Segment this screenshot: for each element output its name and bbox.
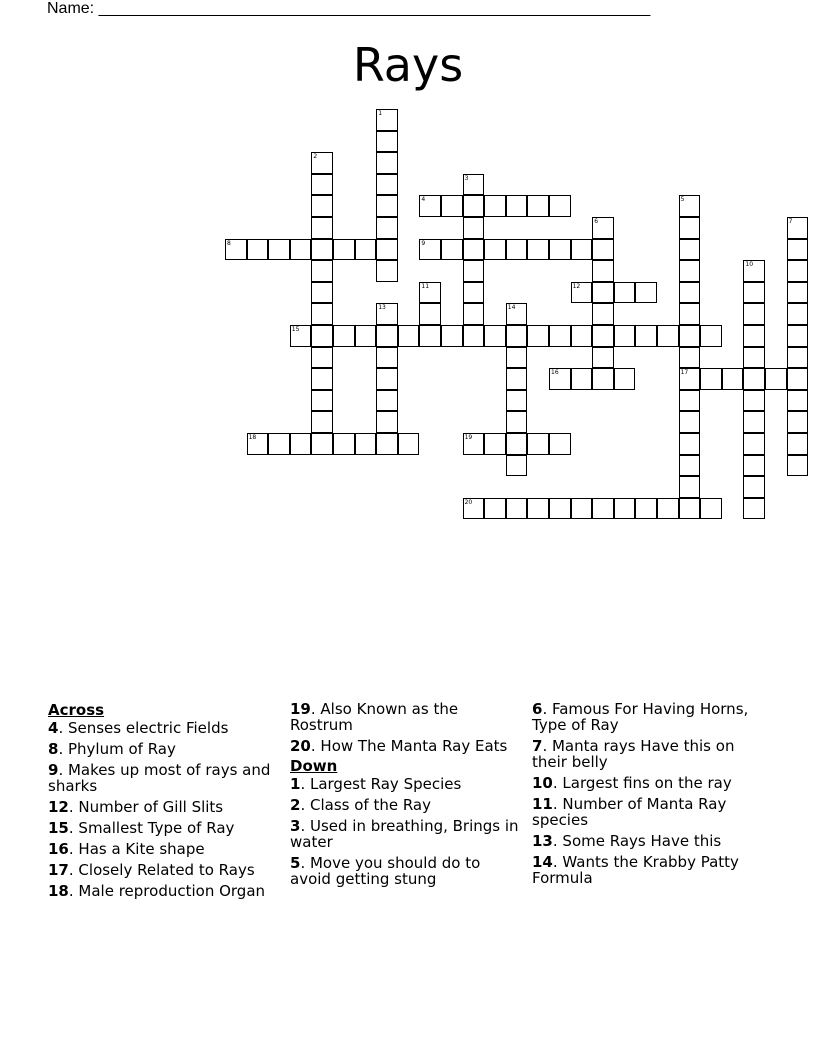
grid-cell[interactable] [787,433,809,455]
grid-cell[interactable] [290,239,312,261]
grid-cell[interactable] [311,152,333,174]
grid-cell[interactable] [463,239,485,261]
clue-5: 5. Move you should do to avoid getting stung [290,854,481,888]
grid-cell[interactable] [592,303,614,325]
grid-cell[interactable] [419,303,441,325]
grid-cell[interactable] [376,131,398,153]
grid-cell[interactable] [571,325,593,347]
clue-3: 3. Used in breathing, Brings in water [290,817,519,851]
grid-cell[interactable] [311,282,333,304]
grid-cell[interactable] [376,152,398,174]
clues-column-2 [290,701,520,892]
grid-cell[interactable] [527,195,549,217]
cell-number: 10 [745,261,754,269]
grid-cell[interactable] [679,368,701,390]
clue-number: 18 [48,882,69,900]
clue-text: Makes up most of rays and sharks [48,761,271,795]
clue-19: 19. Also Known as the Rostrum [290,700,459,734]
grid-cell[interactable] [743,347,765,369]
grid-cell[interactable] [311,368,333,390]
grid-cell[interactable] [463,498,485,520]
grid-cell[interactable] [311,325,333,347]
clue-text: Largest fins on the ray [562,774,732,792]
clue-number: 7 [532,737,543,755]
grid-cell[interactable] [527,325,549,347]
grid-cell[interactable] [787,217,809,239]
grid-cell[interactable] [571,368,593,390]
grid-cell[interactable] [679,282,701,304]
grid-cell[interactable] [571,282,593,304]
grid-cell[interactable] [333,325,355,347]
grid-cell[interactable] [463,303,485,325]
cell-number: 5 [680,196,685,204]
grid-cell[interactable] [592,260,614,282]
grid-cell[interactable] [376,411,398,433]
down-clue-list-continued [532,701,762,886]
grid-cell[interactable] [527,239,549,261]
grid-cell[interactable] [700,368,722,390]
clue-12: 12. Number of Gill Slits [48,798,224,816]
grid-cell[interactable] [743,498,765,520]
clue-number: 12 [48,798,69,816]
grid-cell[interactable] [657,498,679,520]
grid-cell[interactable] [743,433,765,455]
cell-number: 16 [551,369,559,377]
grid-cell[interactable] [743,368,765,390]
grid-cell[interactable] [247,433,269,455]
cell-number: 19 [464,434,473,441]
grid-cell[interactable] [398,325,420,347]
grid-cell[interactable] [463,195,485,217]
grid-cell[interactable] [679,498,701,520]
grid-cell[interactable] [743,455,765,477]
grid-cell[interactable] [679,476,701,498]
grid-cell[interactable] [376,390,398,412]
grid-cell[interactable] [376,260,398,282]
grid-cell[interactable] [679,217,701,239]
grid-cell[interactable] [592,498,614,520]
grid-cell[interactable] [549,325,571,347]
grid-cell[interactable] [376,174,398,196]
clue-13: 13. Some Rays Have this [532,832,722,850]
cell-number: 20 [464,498,473,506]
grid-cell[interactable] [484,433,506,455]
grid-cell[interactable] [571,239,593,261]
grid-cell[interactable] [614,325,636,347]
grid-cell[interactable] [506,303,528,325]
grid-cell[interactable] [311,433,333,455]
clue-text: Largest Ray Species [309,775,462,793]
grid-cell[interactable] [355,433,377,455]
clue-text: Senses electric Fields [67,719,229,737]
clue-number: 1 [290,775,301,793]
clue-number: 11 [532,795,553,813]
grid-cell[interactable] [419,325,441,347]
cell-number: 17 [680,369,689,377]
cell-number: 8 [227,239,231,247]
cell-number: 11 [421,282,430,290]
grid-cell[interactable] [484,195,506,217]
grid-cell[interactable] [333,239,355,261]
grid-cell[interactable] [743,260,765,282]
cell-number: 15 [291,326,300,333]
puzzle-title: Rays [352,38,464,92]
grid-cell[interactable] [419,282,441,304]
grid-cell[interactable] [376,239,398,261]
grid-cell[interactable] [657,325,679,347]
grid-cell[interactable] [549,498,571,520]
clue-number: 10 [532,774,553,792]
grid-cell[interactable] [376,368,398,390]
clue-number: 17 [48,861,69,879]
grid-cell[interactable] [441,195,463,217]
grid-cell[interactable] [311,411,333,433]
grid-cell[interactable] [376,109,398,131]
cell-number: 6 [594,218,599,225]
clues-column-1 [48,701,278,904]
clue-number: 3 [290,817,301,835]
grid-cell[interactable] [463,325,485,347]
clue-number: 4 [48,719,59,737]
grid-cell[interactable] [355,325,377,347]
grid-cell[interactable] [355,239,377,261]
grid-cell[interactable] [376,217,398,239]
clue-text: Used in breathing, Brings in water [290,817,519,851]
clue-text: Has a Kite shape [78,840,205,858]
clue-20: 20. How The Manta Ray Eats [290,737,508,755]
grid-cell[interactable] [506,411,528,433]
clue-4: 4. Senses electric Fields [48,719,229,737]
grid-cell[interactable] [463,217,485,239]
grid-cell[interactable] [376,347,398,369]
grid-cell[interactable] [722,368,744,390]
cell-number: 18 [248,434,257,441]
grid-cell[interactable] [635,282,657,304]
grid-cell[interactable] [376,325,398,347]
clue-text: How The Manta Ray Eats [320,737,508,755]
grid-cell[interactable] [311,303,333,325]
grid-cell[interactable] [679,325,701,347]
clue-number: 15 [48,819,69,837]
grid-cell[interactable] [592,282,614,304]
grid-cell[interactable] [549,195,571,217]
grid-cell[interactable] [787,282,809,304]
grid-cell[interactable] [592,239,614,261]
clue-number: 5 [290,854,301,872]
clue-text: Closely Related to Rays [78,861,255,879]
cell-number: 13 [378,304,386,312]
clue-16: 16. Has a Kite shape [48,840,205,858]
grid-cell[interactable] [463,174,485,196]
clue-text: Smallest Type of Ray [78,819,235,837]
clue-text: Number of Manta Ray species [532,795,727,829]
grid-cell[interactable] [311,195,333,217]
grid-cell[interactable] [484,239,506,261]
grid-cell[interactable] [743,390,765,412]
grid-cell[interactable] [376,433,398,455]
grid-cell[interactable] [787,347,809,369]
grid-cell[interactable] [743,282,765,304]
clue-text: Wants the Krabby Patty Formula [532,853,739,887]
grid-cell[interactable] [635,498,657,520]
clue-15: 15. Smallest Type of Ray [48,819,235,837]
clue-text: Manta rays Have this on their belly [532,737,735,771]
grid-cell[interactable] [679,455,701,477]
grid-cell[interactable] [679,433,701,455]
grid-cell[interactable] [700,498,722,520]
grid-cell[interactable] [247,239,269,261]
clue-number: 20 [290,737,311,755]
grid-cell[interactable] [614,282,636,304]
grid-cell[interactable] [376,303,398,325]
grid-cell[interactable] [311,174,333,196]
clue-number: 14 [532,853,553,871]
clue-8: 8. Phylum of Ray [48,740,176,758]
grid-cell[interactable] [463,433,485,455]
grid-cell[interactable] [527,498,549,520]
grid-cell[interactable] [506,239,528,261]
grid-cell[interactable] [635,325,657,347]
grid-cell[interactable] [592,347,614,369]
grid-cell[interactable] [311,239,333,261]
grid-cell[interactable] [463,282,485,304]
clue-text: Phylum of Ray [67,740,176,758]
grid-cell[interactable] [700,325,722,347]
grid-cell[interactable] [506,498,528,520]
grid-cell[interactable] [549,239,571,261]
clue-number: 19 [290,700,311,718]
grid-cell[interactable] [290,325,312,347]
clue-14: 14. Wants the Krabby Patty Formula [532,853,739,887]
grid-cell[interactable] [614,368,636,390]
cell-number: 7 [788,218,793,225]
grid-cell[interactable] [787,455,809,477]
clue-2: 2. Class of the Ray [290,796,431,814]
grid-cell[interactable] [592,368,614,390]
grid-cell[interactable] [506,195,528,217]
grid-cell[interactable] [333,433,355,455]
clue-text: Famous For Having Horns, Type of Ray [532,700,749,734]
grid-cell[interactable] [549,368,571,390]
cell-number: 9 [421,239,426,247]
grid-cell[interactable] [506,433,528,455]
grid-cell[interactable] [419,195,441,217]
clue-18: 18. Male reproduction Organ [48,882,266,900]
grid-cell[interactable] [743,303,765,325]
clue-17: 17. Closely Related to Rays [48,861,255,879]
grid-cell[interactable] [506,455,528,477]
grid-cell[interactable] [787,411,809,433]
grid-cell[interactable] [787,390,809,412]
clue-1: 1. Largest Ray Species [290,775,462,793]
grid-cell[interactable] [743,476,765,498]
cell-number: 1 [378,110,383,117]
grid-cell[interactable] [527,433,549,455]
grid-cell[interactable] [506,325,528,347]
clue-text: Class of the Ray [309,796,431,814]
across-clue-list [48,720,278,899]
clue-number: 8 [48,740,59,758]
grid-cell[interactable] [441,325,463,347]
grid-cell[interactable] [549,433,571,455]
grid-cell[interactable] [311,347,333,369]
grid-cell[interactable] [484,498,506,520]
across-heading: Across [48,701,105,719]
grid-cell[interactable] [743,325,765,347]
grid-cell[interactable] [787,239,809,261]
grid-cell[interactable] [268,433,290,455]
cell-number: 4 [421,196,426,204]
clue-number: 9 [48,761,59,779]
grid-cell[interactable] [787,325,809,347]
grid-cell[interactable] [679,239,701,261]
grid-cell[interactable] [765,368,787,390]
grid-cell[interactable] [311,217,333,239]
grid-cell[interactable] [463,260,485,282]
name-field-label: Name: ______________________________________________________________ [47,0,651,17]
grid-cell[interactable] [787,303,809,325]
grid-cell[interactable] [679,390,701,412]
grid-cell[interactable] [376,195,398,217]
cell-number: 3 [464,174,469,182]
clue-7: 7. Manta rays Have this on their belly [532,737,735,771]
grid-cell[interactable] [679,411,701,433]
clue-text: Move you should do to avoid getting stung [290,854,481,888]
grid-cell[interactable] [743,411,765,433]
cell-number: 14 [507,304,516,312]
grid-cell[interactable] [614,498,636,520]
grid-cell[interactable] [225,239,247,261]
grid-cell[interactable] [268,239,290,261]
grid-cell[interactable] [679,347,701,369]
cell-number: 12 [572,282,581,290]
grid-cell[interactable] [787,368,809,390]
grid-cell[interactable] [311,390,333,412]
cell-number: 2 [313,153,318,161]
clue-11: 11. Number of Manta Ray species [532,795,727,829]
grid-cell[interactable] [506,347,528,369]
grid-cell[interactable] [441,239,463,261]
clue-10: 10. Largest fins on the ray [532,774,732,792]
grid-cell[interactable] [398,433,420,455]
clue-text: Male reproduction Organ [78,882,266,900]
clue-6: 6. Famous For Having Horns, Type of Ray [532,700,749,734]
clue-number: 6 [532,700,543,718]
down-heading: Down [290,757,338,775]
clue-number: 16 [48,840,69,858]
grid-cell[interactable] [679,303,701,325]
across-clue-list-continued [290,701,520,754]
grid-cell[interactable] [484,325,506,347]
clue-9: 9. Makes up most of rays and sharks [48,761,271,795]
grid-cell[interactable] [571,498,593,520]
grid-cell[interactable] [506,390,528,412]
grid-cell[interactable] [679,195,701,217]
down-clue-list [290,776,520,887]
grid-cell[interactable] [592,325,614,347]
clues-column-3 [532,701,762,891]
clue-number: 13 [532,832,553,850]
grid-cell[interactable] [419,239,441,261]
grid-cell[interactable] [506,368,528,390]
clue-text: Also Known as the Rostrum [290,700,459,734]
grid-cell[interactable] [311,260,333,282]
clue-text: Number of Gill Slits [78,798,224,816]
grid-cell[interactable] [592,217,614,239]
clue-number: 2 [290,796,301,814]
grid-cell[interactable] [290,433,312,455]
grid-cell[interactable] [679,260,701,282]
grid-cell[interactable] [787,260,809,282]
clue-text: Some Rays Have this [562,832,722,850]
